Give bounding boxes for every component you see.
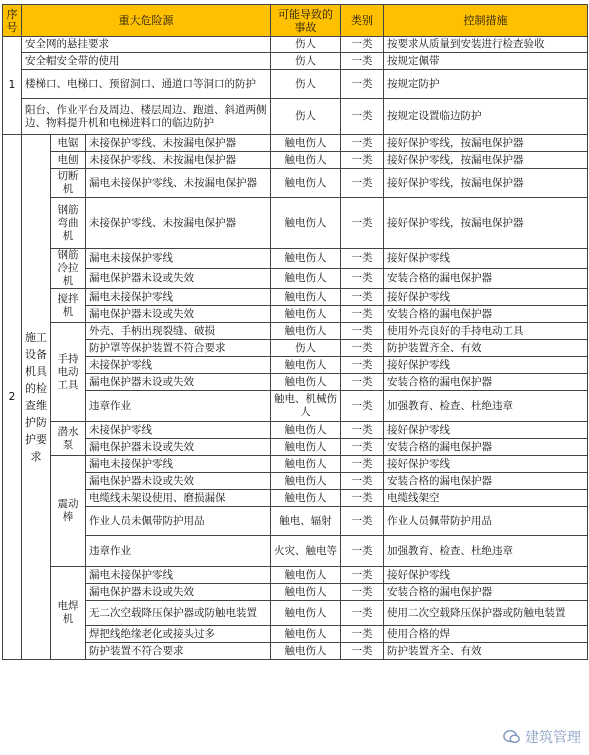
equipment-name: 电刨 bbox=[51, 152, 86, 169]
accident-cell: 触电伤人 bbox=[271, 269, 341, 289]
table-row bbox=[3, 306, 588, 323]
measure-cell: 加强教育、检查、杜绝违章 bbox=[384, 536, 588, 567]
table-row bbox=[3, 391, 588, 422]
hazard-cell: 漏电保护器未设或失效 bbox=[86, 584, 271, 601]
equipment-name: 钢筋冷拉机 bbox=[51, 249, 86, 289]
accident-cell: 伤人 bbox=[271, 340, 341, 357]
measure-cell: 接好保护零线，按漏电保护器 bbox=[384, 152, 588, 169]
measure-cell: 使用合格的焊 bbox=[384, 626, 588, 643]
accident-cell: 触电伤人 bbox=[271, 135, 341, 152]
header-hazard: 重大危险源 bbox=[22, 5, 271, 37]
category-cell: 一类 bbox=[341, 643, 384, 660]
category-cell: 一类 bbox=[341, 198, 384, 249]
category-cell: 一类 bbox=[341, 340, 384, 357]
category-cell: 一类 bbox=[341, 169, 384, 198]
table-row bbox=[3, 135, 588, 152]
table-row bbox=[3, 626, 588, 643]
table-row bbox=[3, 473, 588, 490]
header-no: 序号 bbox=[3, 5, 22, 37]
accident-cell: 伤人 bbox=[271, 99, 341, 135]
table-row bbox=[3, 584, 588, 601]
accident-cell: 触电伤人 bbox=[271, 198, 341, 249]
category-cell: 一类 bbox=[341, 99, 384, 135]
table-row bbox=[3, 422, 588, 439]
header-category: 类别 bbox=[341, 5, 384, 37]
measure-cell: 安装合格的漏电保护器 bbox=[384, 439, 588, 456]
accident-cell: 伤人 bbox=[271, 37, 341, 53]
hazard-cell: 漏电保护器未设或失效 bbox=[86, 439, 271, 456]
accident-cell: 火灾、触电等 bbox=[271, 536, 341, 567]
hazard-cell: 未接保护零线、未按漏电保护器 bbox=[86, 135, 271, 152]
measure-cell: 接好保护零线 bbox=[384, 249, 588, 269]
measure-cell: 防护装置齐全、有效 bbox=[384, 643, 588, 660]
equipment-name: 手持电动工具 bbox=[51, 323, 86, 422]
hazard-cell: 违章作业 bbox=[86, 391, 271, 422]
measure-cell: 接好保护零线，按漏电保护器 bbox=[384, 198, 588, 249]
table-row bbox=[3, 70, 588, 99]
table-row bbox=[3, 374, 588, 391]
equipment-name: 电焊机 bbox=[51, 567, 86, 660]
category-cell: 一类 bbox=[341, 536, 384, 567]
accident-cell: 触电伤人 bbox=[271, 152, 341, 169]
accident-cell: 触电伤人 bbox=[271, 169, 341, 198]
header-row bbox=[3, 5, 588, 37]
category-cell: 一类 bbox=[341, 601, 384, 626]
accident-cell: 触电伤人 bbox=[271, 601, 341, 626]
accident-cell: 触电伤人 bbox=[271, 323, 341, 340]
equipment-name: 震动棒 bbox=[51, 456, 86, 567]
accident-cell: 触电伤人 bbox=[271, 249, 341, 269]
table-row bbox=[3, 37, 588, 53]
category-cell: 一类 bbox=[341, 53, 384, 70]
measure-cell: 安装合格的漏电保护器 bbox=[384, 584, 588, 601]
hazard-cell: 未接保护零线 bbox=[86, 357, 271, 374]
accident-cell: 触电伤人 bbox=[271, 357, 341, 374]
accident-cell: 触电伤人 bbox=[271, 626, 341, 643]
accident-cell: 触电伤人 bbox=[271, 473, 341, 490]
accident-cell: 触电伤人 bbox=[271, 567, 341, 584]
table-row bbox=[3, 643, 588, 660]
hazard-cell: 漏电保护器未设或失效 bbox=[86, 374, 271, 391]
measure-cell: 按要求从质量到安装进行检查验收 bbox=[384, 37, 588, 53]
measure-cell: 按规定防护 bbox=[384, 70, 588, 99]
hazard-cell: 外壳、手柄出现裂缝、破损 bbox=[86, 323, 271, 340]
accident-cell: 触电伤人 bbox=[271, 306, 341, 323]
measure-cell: 加强教育、检查、杜绝违章 bbox=[384, 391, 588, 422]
table-row bbox=[3, 198, 588, 249]
accident-cell: 触电伤人 bbox=[271, 584, 341, 601]
accident-cell: 触电伤人 bbox=[271, 374, 341, 391]
accident-cell: 触电、机械伤人 bbox=[271, 391, 341, 422]
table-row bbox=[3, 439, 588, 456]
table-row bbox=[3, 269, 588, 289]
category-cell: 一类 bbox=[341, 269, 384, 289]
table-row bbox=[3, 490, 588, 507]
measure-cell: 接好保护零线 bbox=[384, 422, 588, 439]
measure-cell: 接好保护零线 bbox=[384, 357, 588, 374]
hazard-cell: 漏电未接保护零线 bbox=[86, 456, 271, 473]
hazard-cell: 漏电保护器未设或失效 bbox=[86, 473, 271, 490]
table-row bbox=[3, 567, 588, 584]
measure-cell: 按规定设置临边防护 bbox=[384, 99, 588, 135]
hazard-cell: 防护装置不符合要求 bbox=[86, 643, 271, 660]
hazard-cell: 安全帽安全带的使用 bbox=[22, 53, 271, 70]
accident-cell: 触电伤人 bbox=[271, 643, 341, 660]
accident-cell: 触电伤人 bbox=[271, 289, 341, 306]
measure-cell: 接好保护零线 bbox=[384, 567, 588, 584]
header-accident: 可能导致的事故 bbox=[271, 5, 341, 37]
hazard-cell: 防护罩等保护装置不符合要求 bbox=[86, 340, 271, 357]
hazard-cell: 安全网的悬挂要求 bbox=[22, 37, 271, 53]
measure-cell: 防护装置齐全、有效 bbox=[384, 340, 588, 357]
table-row bbox=[3, 323, 588, 340]
category-cell: 一类 bbox=[341, 439, 384, 456]
hazard-cell: 漏电保护器未设或失效 bbox=[86, 269, 271, 289]
hazard-cell: 漏电未接保护零线 bbox=[86, 289, 271, 306]
accident-cell: 伤人 bbox=[271, 53, 341, 70]
category-cell: 一类 bbox=[341, 626, 384, 643]
measure-cell: 安装合格的漏电保护器 bbox=[384, 306, 588, 323]
table-row bbox=[3, 601, 588, 626]
measure-cell: 接好保护零线，按漏电保护器 bbox=[384, 135, 588, 152]
equipment-name: 电锯 bbox=[51, 135, 86, 152]
category-cell: 一类 bbox=[341, 422, 384, 439]
hazard-cell: 违章作业 bbox=[86, 536, 271, 567]
category-cell: 一类 bbox=[341, 473, 384, 490]
accident-cell: 触电伤人 bbox=[271, 490, 341, 507]
category-cell: 一类 bbox=[341, 135, 384, 152]
section-number: 1 bbox=[3, 37, 22, 135]
category-cell: 一类 bbox=[341, 507, 384, 536]
category-cell: 一类 bbox=[341, 357, 384, 374]
header-measure: 控制措施 bbox=[384, 5, 588, 37]
measure-cell: 接好保护零线，按漏电保护器 bbox=[384, 169, 588, 198]
hazard-cell: 楼梯口、电梯口、预留洞口、通道口等洞口的防护 bbox=[22, 70, 271, 99]
table-row bbox=[3, 169, 588, 198]
category-cell: 一类 bbox=[341, 567, 384, 584]
accident-cell: 触电、辐射 bbox=[271, 507, 341, 536]
equipment-name: 切断机 bbox=[51, 169, 86, 198]
table-row bbox=[3, 507, 588, 536]
category-cell: 一类 bbox=[341, 456, 384, 473]
measure-cell: 作业人员佩带防护用品 bbox=[384, 507, 588, 536]
hazard-cell: 未接保护零线 bbox=[86, 422, 271, 439]
table-row bbox=[3, 152, 588, 169]
accident-cell: 触电伤人 bbox=[271, 422, 341, 439]
category-cell: 一类 bbox=[341, 490, 384, 507]
equipment-name: 搅拌机 bbox=[51, 289, 86, 323]
measure-cell: 电缆线架空 bbox=[384, 490, 588, 507]
hazard-cell: 阳台、作业平台及周边、楼层周边、跑道、斜道两侧边、物料提升机和电梯进料口的临边防护 bbox=[22, 99, 271, 135]
measure-cell: 安装合格的漏电保护器 bbox=[384, 374, 588, 391]
category-cell: 一类 bbox=[341, 37, 384, 53]
accident-cell: 触电伤人 bbox=[271, 456, 341, 473]
category-cell: 一类 bbox=[341, 323, 384, 340]
hazard-cell: 漏电未接保护零线 bbox=[86, 567, 271, 584]
hazard-cell: 未接保护零线、未按漏电保护器 bbox=[86, 198, 271, 249]
measure-cell: 安装合格的漏电保护器 bbox=[384, 473, 588, 490]
hazard-cell: 未接保护零线、未按漏电保护器 bbox=[86, 152, 271, 169]
category-cell: 一类 bbox=[341, 289, 384, 306]
category-cell: 一类 bbox=[341, 391, 384, 422]
table-row bbox=[3, 456, 588, 473]
measure-cell: 接好保护零线 bbox=[384, 456, 588, 473]
measure-cell: 按规定佩带 bbox=[384, 53, 588, 70]
measure-cell: 使用二次空载降压保护器或防触电装置 bbox=[384, 601, 588, 626]
watermark-text: 建筑管理 bbox=[525, 730, 581, 746]
chat-bubble-icon bbox=[503, 728, 521, 746]
category-cell: 一类 bbox=[341, 152, 384, 169]
measure-cell: 使用外壳良好的手持电动工具 bbox=[384, 323, 588, 340]
category-cell: 一类 bbox=[341, 584, 384, 601]
category-cell: 一类 bbox=[341, 70, 384, 99]
table-row bbox=[3, 357, 588, 374]
table-row bbox=[3, 53, 588, 70]
equipment-name: 钢筋弯曲机 bbox=[51, 198, 86, 249]
hazard-cell: 漏电未接保护零线 bbox=[86, 249, 271, 269]
hazard-cell: 无二次空载降压保护器或防触电装置 bbox=[86, 601, 271, 626]
table-row bbox=[3, 340, 588, 357]
measure-cell: 安装合格的漏电保护器 bbox=[384, 269, 588, 289]
equipment-name: 潜水泵 bbox=[51, 422, 86, 456]
hazard-cell: 漏电未接保护零线、未按漏电保护器 bbox=[86, 169, 271, 198]
measure-cell: 接好保护零线 bbox=[384, 289, 588, 306]
category-cell: 一类 bbox=[341, 249, 384, 269]
hazard-cell: 电缆线未架设使用、磨损漏保 bbox=[86, 490, 271, 507]
section-number: 2 bbox=[3, 135, 22, 660]
accident-cell: 伤人 bbox=[271, 70, 341, 99]
accident-cell: 触电伤人 bbox=[271, 439, 341, 456]
table-row bbox=[3, 536, 588, 567]
category-cell: 一类 bbox=[341, 306, 384, 323]
watermark bbox=[503, 727, 581, 747]
hazard-cell: 作业人员未佩带防护用品 bbox=[86, 507, 271, 536]
group-label: 施工设备机具的检查维护防护要求 bbox=[22, 135, 51, 660]
hazard-cell: 漏电保护器未设或失效 bbox=[86, 306, 271, 323]
table-row bbox=[3, 99, 588, 135]
hazard-cell: 焊把线绝缘老化或接头过多 bbox=[86, 626, 271, 643]
hazard-table bbox=[2, 4, 588, 660]
table-row bbox=[3, 249, 588, 269]
table-row bbox=[3, 289, 588, 306]
category-cell: 一类 bbox=[341, 374, 384, 391]
